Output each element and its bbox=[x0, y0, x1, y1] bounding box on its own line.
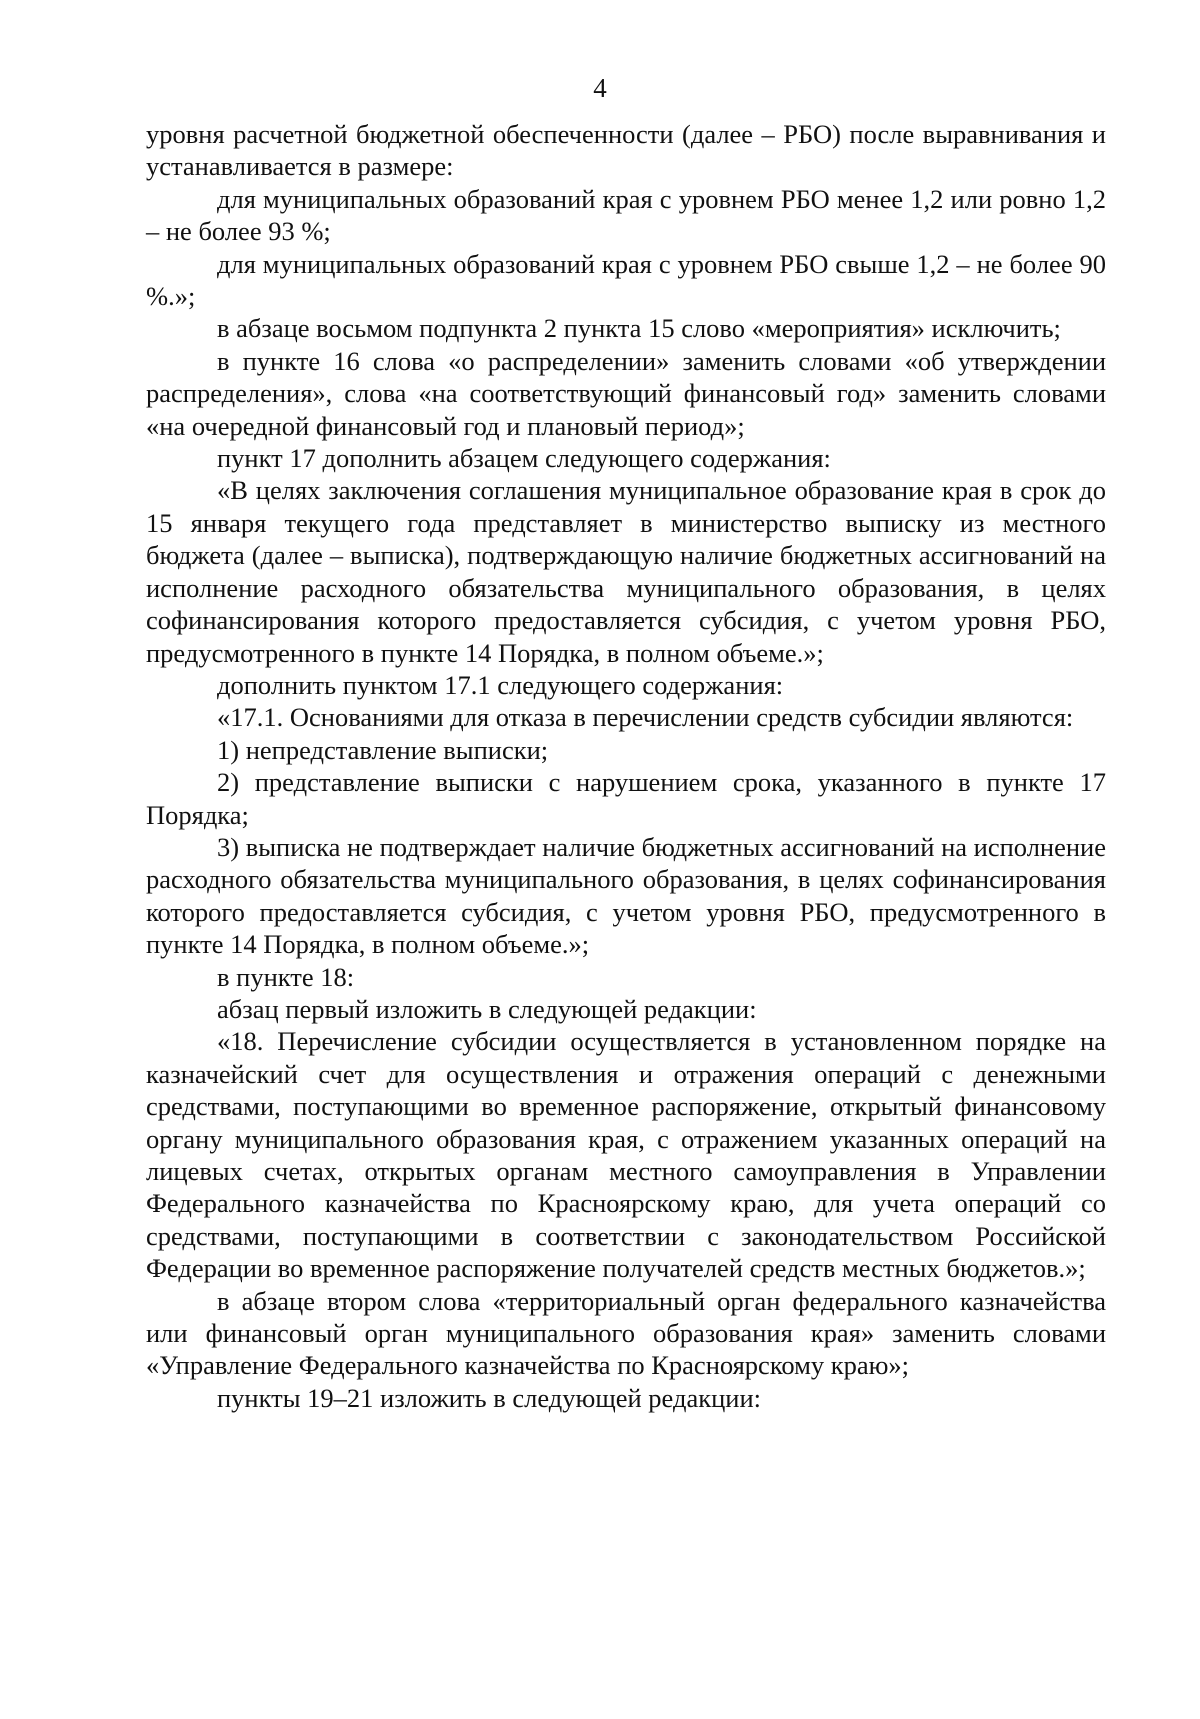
paragraph-item-16-amendment: в пункте 16 слова «о распределении» заменить словами «об утверждении распределения», слова «на соответствующий финансовый год» заменить словами «на очередной финансовый год и плановый период»; bbox=[146, 345, 1106, 441]
paragraph-item-17-1-text: «17.1. Основаниями для отказа в перечислении средств субсидии являются: bbox=[217, 702, 1074, 733]
document-body bbox=[146, 118, 1106, 1414]
list-item-1: 1) непредставление выписки; bbox=[217, 734, 549, 765]
paragraph-rbo-below-1-2: для муниципальных образований края с уровнем РБО менее 1,2 или ровно 1,2 – не более 93 %; bbox=[146, 183, 1106, 247]
paragraph-items-19-21-intro: пункты 19–21 изложить в следующей редакции: bbox=[217, 1382, 762, 1413]
paragraph-item-17-text: «В целях заключения соглашения муниципальное образование края в срок до 15 января текущего года представляет в министерство выписку из местного бюджета (далее – выписка), подтверждающую наличие бюджетных ассигнований на исполнение расходного обязательства муниципального образования, в целях софинансирования которого предоставляется субсидия, с учетом уровня РБО, предусмотренного в пункте 14 Порядка, в полном объеме.»; bbox=[146, 475, 1106, 668]
paragraph-item-17-1-intro: дополнить пунктом 17.1 следующего содержания: bbox=[217, 669, 784, 700]
paragraph-item-18-second-abzac: в абзаце втором слова «территориальный орган федерального казначейства или финансовый орган муниципального образования края» заменить словами «Управление Федерального казначейства по Красноярскому краю»; bbox=[146, 1285, 1106, 1381]
paragraph-item-18-text: «18. Перечисление субсидии осуществляется в установленном порядке на казначейский счет для осуществления и отражения операций с денежными средствами, поступающими во временное распоряжение, открытый финансовому органу муниципального образования края, с отражением указанных операций на лицевых счетах, открытых органам местного самоуправления в Управлении Федерального казначейства по Красноярскому краю, для учета операций со средствами, поступающими в соответствии с законодательством Российской Федерации во временное распоряжение получателей средств местных бюджетов.»; bbox=[146, 1026, 1106, 1284]
page-number: 4 bbox=[593, 73, 607, 103]
paragraph-rbo-above-1-2: для муниципальных образований края с уровнем РБО свыше 1,2 – не более 90 %.»; bbox=[146, 248, 1106, 312]
paragraph-item-18-first-abzac: абзац первый изложить в следующей редакции: bbox=[217, 993, 757, 1024]
paragraph-item-17-intro: пункт 17 дополнить абзацем следующего содержания: bbox=[217, 443, 831, 474]
paragraph-1-continuation: уровня расчетной бюджетной обеспеченности (далее – РБО) после выравнивания и устанавливается в размере: bbox=[146, 119, 1106, 182]
paragraph-item-18-intro: в пункте 18: bbox=[217, 961, 355, 992]
paragraph-item-15-amendment: в абзаце восьмом подпункта 2 пункта 15 слово «мероприятия» исключить; bbox=[217, 313, 1061, 344]
list-item-3: 3) выписка не подтверждает наличие бюджетных ассигнований на исполнение расходного обязательства муниципального образования, в целях софинансирования которого предоставляется субсидия, с учетом уровня РБО, предусмотренного в пункте 14 Порядка, в полном объеме.»; bbox=[146, 831, 1107, 960]
list-item-2: 2) представление выписки с нарушением срока, указанного в пункте 17 Порядка; bbox=[146, 767, 1106, 830]
